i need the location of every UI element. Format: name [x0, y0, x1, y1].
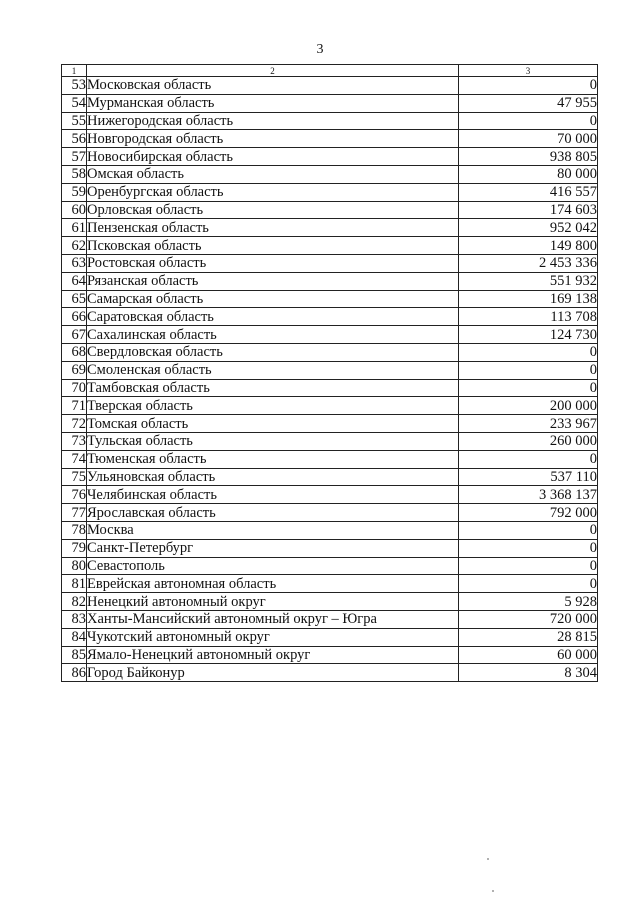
row-number-cell: 59 [62, 183, 87, 201]
row-number-cell: 86 [62, 664, 87, 682]
row-number-cell: 58 [62, 165, 87, 183]
table-row [62, 219, 598, 237]
region-name-cell: Мурманская область [87, 94, 459, 112]
region-name-cell: Севастополь [87, 557, 459, 575]
region-name-cell: Санкт-Петербург [87, 539, 459, 557]
table-row [62, 628, 598, 646]
amount-cell: 200 000 [459, 397, 598, 415]
amount-cell: 28 815 [459, 628, 598, 646]
amount-cell: 5 928 [459, 593, 598, 611]
amount-cell: 149 800 [459, 237, 598, 255]
amount-cell: 233 967 [459, 415, 598, 433]
amount-cell: 0 [459, 343, 598, 361]
header-row [62, 65, 598, 77]
region-name-cell: Омская область [87, 165, 459, 183]
amount-cell: 720 000 [459, 610, 598, 628]
table-row [62, 112, 598, 130]
region-name-cell: Новгородская область [87, 130, 459, 148]
row-number-cell: 80 [62, 557, 87, 575]
table-row [62, 415, 598, 433]
table-row [62, 539, 598, 557]
table-row [62, 94, 598, 112]
amount-cell: 47 955 [459, 94, 598, 112]
row-number-cell: 84 [62, 628, 87, 646]
page-number: 3 [316, 42, 324, 57]
amount-cell: 792 000 [459, 504, 598, 522]
table-row [62, 183, 598, 201]
amount-cell: 0 [459, 379, 598, 397]
amount-cell: 124 730 [459, 326, 598, 344]
region-name-cell: Рязанская область [87, 272, 459, 290]
amount-cell: 8 304 [459, 664, 598, 682]
table-row [62, 468, 598, 486]
amount-cell: 0 [459, 77, 598, 95]
region-name-cell: Тульская область [87, 432, 459, 450]
row-number-cell: 61 [62, 219, 87, 237]
table-row [62, 201, 598, 219]
row-number-cell: 62 [62, 237, 87, 255]
amount-cell: 2 453 336 [459, 254, 598, 272]
row-number-cell: 65 [62, 290, 87, 308]
amount-cell: 0 [459, 557, 598, 575]
row-number-cell: 56 [62, 130, 87, 148]
table-row [62, 664, 598, 682]
region-name-cell: Пензенская область [87, 219, 459, 237]
table-row [62, 254, 598, 272]
region-name-cell: Москва [87, 521, 459, 539]
amount-cell: 537 110 [459, 468, 598, 486]
row-number-cell: 55 [62, 112, 87, 130]
amount-cell: 0 [459, 575, 598, 593]
amount-cell: 551 932 [459, 272, 598, 290]
row-number-cell: 57 [62, 148, 87, 166]
regions-table [61, 64, 598, 682]
region-name-cell: Город Байконур [87, 664, 459, 682]
region-name-cell: Нижегородская область [87, 112, 459, 130]
region-name-cell: Свердловская область [87, 343, 459, 361]
table-row [62, 557, 598, 575]
table-row [62, 361, 598, 379]
table-row [62, 343, 598, 361]
region-name-cell: Новосибирская область [87, 148, 459, 166]
table-row [62, 397, 598, 415]
table-body [62, 77, 598, 682]
region-name-cell: Чукотский автономный округ [87, 628, 459, 646]
table-row [62, 326, 598, 344]
row-number-cell: 68 [62, 343, 87, 361]
column-header-number: 1 [62, 65, 87, 77]
table-row [62, 290, 598, 308]
amount-cell: 260 000 [459, 432, 598, 450]
row-number-cell: 71 [62, 397, 87, 415]
region-name-cell: Ростовская область [87, 254, 459, 272]
column-header-amount: 3 [459, 65, 598, 77]
region-name-cell: Сахалинская область [87, 326, 459, 344]
region-name-cell: Ханты-Мансийский автономный округ – Югра [87, 610, 459, 628]
region-name-cell: Смоленская область [87, 361, 459, 379]
amount-cell: 952 042 [459, 219, 598, 237]
region-name-cell: Оренбургская область [87, 183, 459, 201]
amount-cell: 416 557 [459, 183, 598, 201]
row-number-cell: 72 [62, 415, 87, 433]
table-row [62, 130, 598, 148]
row-number-cell: 54 [62, 94, 87, 112]
row-number-cell: 75 [62, 468, 87, 486]
region-name-cell: Тамбовская область [87, 379, 459, 397]
amount-cell: 60 000 [459, 646, 598, 664]
table-row [62, 165, 598, 183]
region-name-cell: Тверская область [87, 397, 459, 415]
table-row [62, 504, 598, 522]
row-number-cell: 79 [62, 539, 87, 557]
scan-speck [487, 858, 489, 860]
scan-speck [492, 890, 494, 892]
amount-cell: 80 000 [459, 165, 598, 183]
region-name-cell: Самарская область [87, 290, 459, 308]
region-name-cell: Ненецкий автономный округ [87, 593, 459, 611]
amount-cell: 0 [459, 112, 598, 130]
table-row [62, 521, 598, 539]
row-number-cell: 81 [62, 575, 87, 593]
row-number-cell: 76 [62, 486, 87, 504]
amount-cell: 938 805 [459, 148, 598, 166]
row-number-cell: 74 [62, 450, 87, 468]
region-name-cell: Орловская область [87, 201, 459, 219]
row-number-cell: 82 [62, 593, 87, 611]
row-number-cell: 70 [62, 379, 87, 397]
row-number-cell: 85 [62, 646, 87, 664]
row-number-cell: 77 [62, 504, 87, 522]
region-name-cell: Псковская область [87, 237, 459, 255]
region-name-cell: Томская область [87, 415, 459, 433]
table-row [62, 272, 598, 290]
amount-cell: 0 [459, 539, 598, 557]
table-row [62, 432, 598, 450]
table-row [62, 575, 598, 593]
amount-cell: 0 [459, 361, 598, 379]
table-row [62, 237, 598, 255]
amount-cell: 3 368 137 [459, 486, 598, 504]
amount-cell: 174 603 [459, 201, 598, 219]
row-number-cell: 69 [62, 361, 87, 379]
table-row [62, 486, 598, 504]
region-name-cell: Саратовская область [87, 308, 459, 326]
table-header [62, 65, 598, 77]
row-number-cell: 73 [62, 432, 87, 450]
row-number-cell: 60 [62, 201, 87, 219]
region-name-cell: Ярославская область [87, 504, 459, 522]
region-name-cell: Московская область [87, 77, 459, 95]
row-number-cell: 64 [62, 272, 87, 290]
region-name-cell: Ямало-Ненецкий автономный округ [87, 646, 459, 664]
row-number-cell: 66 [62, 308, 87, 326]
row-number-cell: 63 [62, 254, 87, 272]
amount-cell: 0 [459, 521, 598, 539]
amount-cell: 169 138 [459, 290, 598, 308]
table-row [62, 593, 598, 611]
row-number-cell: 53 [62, 77, 87, 95]
amount-cell: 0 [459, 450, 598, 468]
table-row [62, 148, 598, 166]
region-name-cell: Тюменская область [87, 450, 459, 468]
amount-cell: 70 000 [459, 130, 598, 148]
table-row [62, 610, 598, 628]
region-name-cell: Ульяновская область [87, 468, 459, 486]
table-row [62, 646, 598, 664]
row-number-cell: 78 [62, 521, 87, 539]
amount-cell: 113 708 [459, 308, 598, 326]
row-number-cell: 83 [62, 610, 87, 628]
table-row [62, 379, 598, 397]
table-row [62, 450, 598, 468]
table-row [62, 77, 598, 95]
region-name-cell: Челябинская область [87, 486, 459, 504]
row-number-cell: 67 [62, 326, 87, 344]
column-header-region: 2 [87, 65, 459, 77]
table-row [62, 308, 598, 326]
region-name-cell: Еврейская автономная область [87, 575, 459, 593]
